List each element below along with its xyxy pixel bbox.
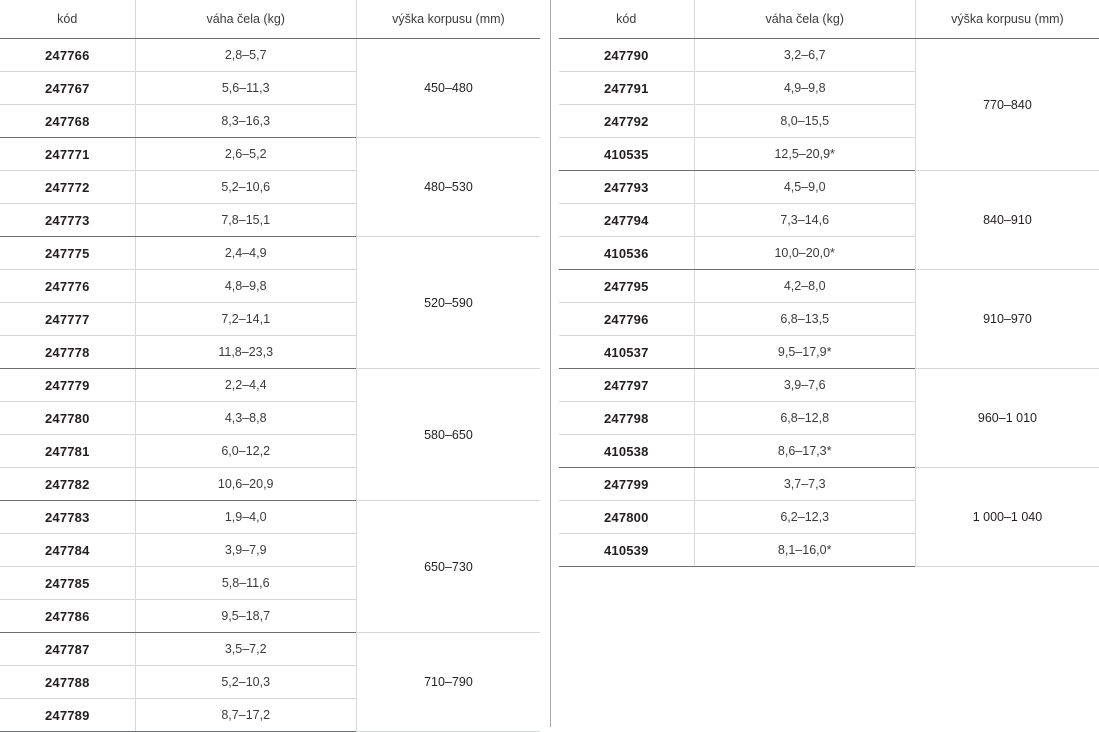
cell-weight: 2,8–5,7	[135, 39, 356, 72]
table-row	[559, 369, 1099, 402]
cell-code: 247791	[559, 72, 694, 105]
cell-height: 580–650	[356, 369, 540, 501]
cell-weight: 3,9–7,6	[694, 369, 915, 402]
cell-code: 247771	[0, 138, 135, 171]
cell-weight: 2,4–4,9	[135, 237, 356, 270]
cell-weight: 10,0–20,0*	[694, 237, 915, 270]
cell-code: 247780	[0, 402, 135, 435]
cell-weight: 11,8–23,3	[135, 336, 356, 369]
cell-weight: 6,8–13,5	[694, 303, 915, 336]
cell-weight: 8,1–16,0*	[694, 534, 915, 567]
cell-code: 247792	[559, 105, 694, 138]
left-table	[0, 0, 540, 732]
cell-code: 247787	[0, 633, 135, 666]
cell-height: 450–480	[356, 39, 540, 138]
left-table-head	[0, 0, 540, 39]
cell-height: 960–1 010	[915, 369, 1099, 468]
column-header-height: výška korpusu (mm)	[915, 0, 1099, 39]
cell-weight: 8,3–16,3	[135, 105, 356, 138]
cell-code: 247794	[559, 204, 694, 237]
column-divider	[550, 0, 551, 727]
cell-code: 247775	[0, 237, 135, 270]
cell-height: 1 000–1 040	[915, 468, 1099, 567]
cell-code: 247778	[0, 336, 135, 369]
cell-code: 247766	[0, 39, 135, 72]
cell-weight: 4,5–9,0	[694, 171, 915, 204]
cell-code: 247800	[559, 501, 694, 534]
column-header-weight: váha čela (kg)	[135, 0, 356, 39]
cell-code: 247785	[0, 567, 135, 600]
cell-code: 247793	[559, 171, 694, 204]
cell-code: 410539	[559, 534, 694, 567]
cell-weight: 6,8–12,8	[694, 402, 915, 435]
cell-code: 410537	[559, 336, 694, 369]
column-header-weight: váha čela (kg)	[694, 0, 915, 39]
cell-code: 247779	[0, 369, 135, 402]
cell-weight: 9,5–17,9*	[694, 336, 915, 369]
cell-height: 710–790	[356, 633, 540, 732]
cell-weight: 5,8–11,6	[135, 567, 356, 600]
table-row	[559, 171, 1099, 204]
cell-weight: 8,6–17,3*	[694, 435, 915, 468]
cell-weight: 9,5–18,7	[135, 600, 356, 633]
column-header-code: kód	[559, 0, 694, 39]
cell-height: 650–730	[356, 501, 540, 633]
cell-weight: 6,2–12,3	[694, 501, 915, 534]
table-row	[0, 369, 540, 402]
table-row	[559, 39, 1099, 72]
cell-height: 480–530	[356, 138, 540, 237]
cell-weight: 12,5–20,9*	[694, 138, 915, 171]
cell-code: 247773	[0, 204, 135, 237]
cell-weight: 7,8–15,1	[135, 204, 356, 237]
cell-weight: 8,0–15,5	[694, 105, 915, 138]
cell-weight: 7,3–14,6	[694, 204, 915, 237]
left-table-container	[0, 0, 540, 727]
table-header-row	[0, 0, 540, 39]
cell-height: 520–590	[356, 237, 540, 369]
cell-code: 247797	[559, 369, 694, 402]
table-row	[0, 633, 540, 666]
table-row	[0, 39, 540, 72]
table-row	[0, 138, 540, 171]
cell-weight: 5,2–10,3	[135, 666, 356, 699]
cell-weight: 2,2–4,4	[135, 369, 356, 402]
column-header-code: kód	[0, 0, 135, 39]
table-row	[0, 501, 540, 534]
cell-weight: 5,2–10,6	[135, 171, 356, 204]
cell-code: 410535	[559, 138, 694, 171]
cell-code: 247783	[0, 501, 135, 534]
cell-height: 770–840	[915, 39, 1099, 171]
cell-weight: 10,6–20,9	[135, 468, 356, 501]
cell-code: 247772	[0, 171, 135, 204]
right-table-container	[559, 0, 1099, 727]
table-row	[559, 468, 1099, 501]
cell-code: 410538	[559, 435, 694, 468]
cell-code: 410536	[559, 237, 694, 270]
right-table-body	[559, 39, 1099, 567]
cell-code: 247786	[0, 600, 135, 633]
cell-code: 247768	[0, 105, 135, 138]
cell-weight: 3,2–6,7	[694, 39, 915, 72]
cell-code: 247784	[0, 534, 135, 567]
cell-code: 247781	[0, 435, 135, 468]
cell-code: 247789	[0, 699, 135, 732]
cell-code: 247777	[0, 303, 135, 336]
cell-weight: 8,7–17,2	[135, 699, 356, 732]
cell-weight: 7,2–14,1	[135, 303, 356, 336]
cell-code: 247790	[559, 39, 694, 72]
cell-code: 247767	[0, 72, 135, 105]
cell-code: 247799	[559, 468, 694, 501]
cell-weight: 3,7–7,3	[694, 468, 915, 501]
table-row	[559, 270, 1099, 303]
column-header-height: výška korpusu (mm)	[356, 0, 540, 39]
cell-code: 247776	[0, 270, 135, 303]
cell-weight: 3,5–7,2	[135, 633, 356, 666]
cell-code: 247788	[0, 666, 135, 699]
table-header-row	[559, 0, 1099, 39]
cell-code: 247795	[559, 270, 694, 303]
cell-weight: 5,6–11,3	[135, 72, 356, 105]
cell-weight: 6,0–12,2	[135, 435, 356, 468]
cell-code: 247798	[559, 402, 694, 435]
cell-height: 840–910	[915, 171, 1099, 270]
right-table	[559, 0, 1099, 567]
cell-code: 247796	[559, 303, 694, 336]
cell-height: 910–970	[915, 270, 1099, 369]
cell-weight: 4,9–9,8	[694, 72, 915, 105]
left-table-body	[0, 39, 540, 732]
cell-weight: 4,3–8,8	[135, 402, 356, 435]
cell-weight: 4,2–8,0	[694, 270, 915, 303]
cell-weight: 3,9–7,9	[135, 534, 356, 567]
right-table-head	[559, 0, 1099, 39]
table-row	[0, 237, 540, 270]
cell-weight: 1,9–4,0	[135, 501, 356, 534]
cell-weight: 2,6–5,2	[135, 138, 356, 171]
cell-code: 247782	[0, 468, 135, 501]
cell-weight: 4,8–9,8	[135, 270, 356, 303]
